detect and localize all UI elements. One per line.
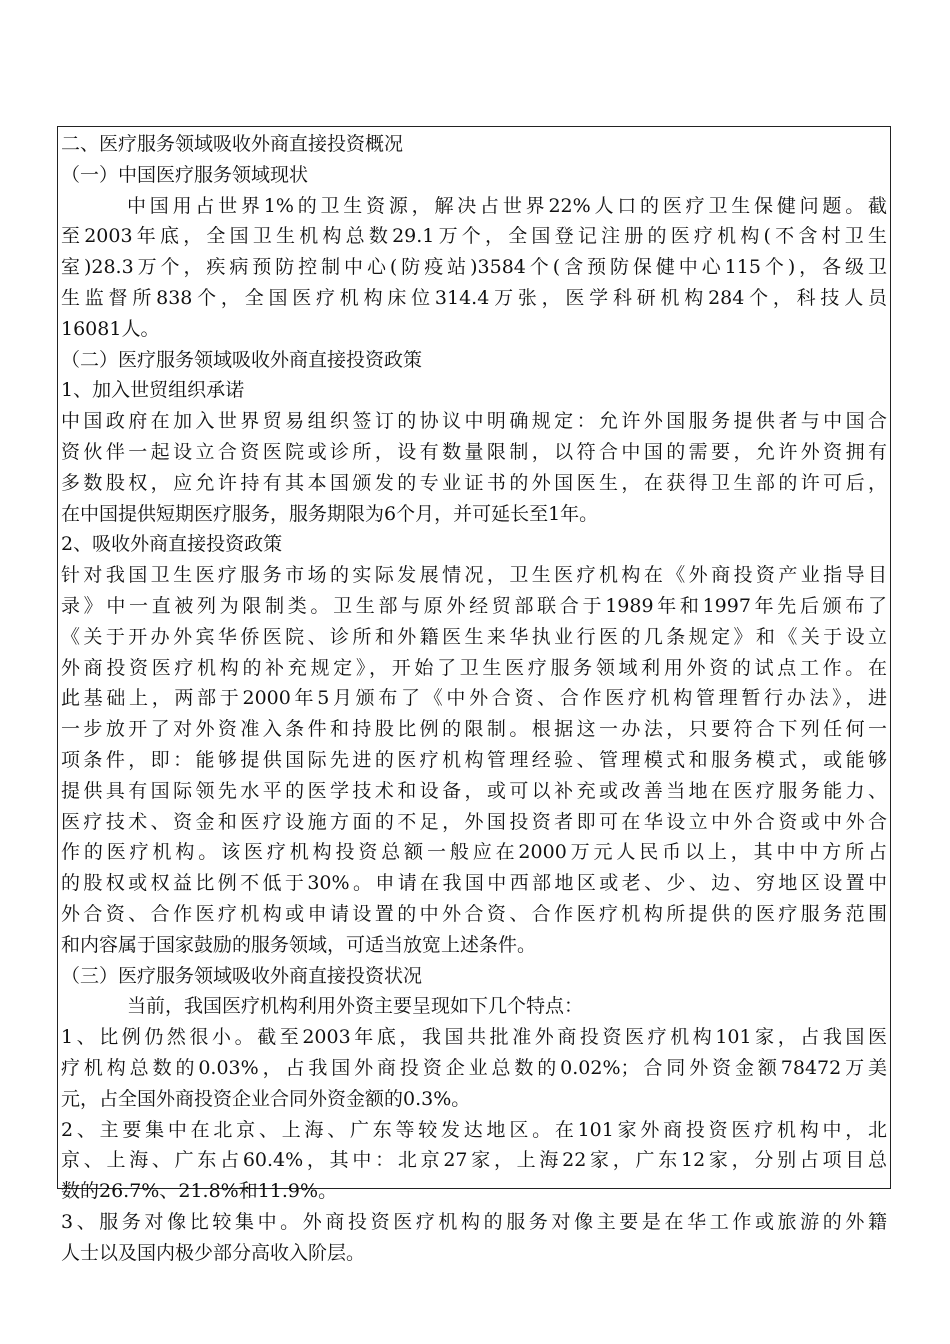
paragraph-line: 中国用占世界1%的卫生资源，解决占世界22%人口的医疗卫生保健问题。截 [127,194,887,217]
paragraph-line: 外合资、合作医疗机构或申请设置的中外合资、合作医疗机构所提供的医疗服务范围 [61,902,887,925]
paragraph-line: 在中国提供短期医疗服务，服务期限为6个月，并可延长至1年。 [61,502,599,525]
paragraph-line: 多数股权，应允许持有其本国颁发的专业证书的外国医生，在获得卫生部的许可后， [61,471,887,494]
paragraph-line: 人士以及国内极少部分高收入阶层。 [61,1241,366,1264]
paragraph-line: 2、主要集中在北京、上海、广东等较发达地区。在101家外商投资医疗机构中，北 [61,1118,887,1141]
subsection-heading: （二）医疗服务领域吸收外商直接投资政策 [61,348,423,371]
paragraph-line: 室)28.3万个，疾病预防控制中心(防疫站)3584个(含预防保健中心115个)，各级卫 [61,256,887,279]
paragraph-line: 的股权或权益比例不低于30%。申请在我国中西部地区或老、少、边、穷地区设置中 [61,872,887,895]
paragraph-line: 3、服务对像比较集中。外商投资医疗机构的服务对像主要是在华工作或旅游的外籍 [61,1210,887,1233]
paragraph-line: 至2003年底，全国卫生机构总数29.1万个，全国登记注册的医疗机构(不含村卫生 [61,225,887,248]
paragraph-line: 生监督所838个，全国医疗机构床位314.4万张，医学科研机构284个，科技人员 [61,286,887,309]
paragraph-line: 外商投资医疗机构的补充规定》，开始了卫生医疗服务领域利用外资的试点工作。在 [61,656,887,679]
paragraph-line: 16081人。 [61,317,160,340]
paragraph-line: 作的医疗机构。该医疗机构投资总额一般应在2000万元人民币以上，其中中方所占 [61,841,887,864]
item-heading: 1、加入世贸组织承诺 [61,379,245,402]
paragraph-line: 一步放开了对外资准入条件和持股比例的限制。根据这一办法，只要符合下列任何一 [61,718,887,741]
paragraph-line: 数的26.7%、21.8%和11.9%。 [61,1180,338,1203]
paragraph-line: 1、比例仍然很小。截至2003年底，我国共批准外商投资医疗机构101家，占我国医 [61,1026,887,1049]
paragraph-line: 《关于开办外宾华侨医院、诊所和外籍医生来华执业行医的几条规定》和《关于设立 [61,625,887,648]
paragraph-line: 医疗技术、资金和医疗设施方面的不足，外国投资者即可在华设立中外合资或中外合 [61,810,887,833]
paragraph-line: 提供具有国际领先水平的医学技术和设备，或可以补充或改善当地在医疗服务能力、 [61,779,887,802]
paragraph-line: 和内容属于国家鼓励的服务领域，可适当放宽上述条件。 [61,933,537,956]
paragraph-line: 项条件，即：能够提供国际先进的医疗机构管理经验、管理模式和服务模式，或能够 [61,748,887,771]
paragraph-line: 当前，我国医疗机构利用外资主要呈现如下几个特点： [127,995,584,1018]
paragraph-line: 疗机构总数的0.03%，占我国外商投资企业总数的0.02%；合同外资金额78472万美 [61,1056,887,1079]
paragraph-line: 针对我国卫生医疗服务市场的实际发展情况，卫生医疗机构在《外商投资产业指导目 [61,564,887,587]
paragraph-line: 此基础上，两部于2000年5月颁布了《中外合资、合作医疗机构管理暂行办法》，进 [61,687,887,710]
document-frame [57,126,891,1264]
paragraph-line: 京、上海、广东占60.4%，其中：北京27家，上海22家，广东12家，分别占项目总 [61,1149,887,1172]
subsection-heading: （三）医疗服务领域吸收外商直接投资状况 [61,964,423,987]
paragraph-line: 中国政府在加入世界贸易组织签订的协议中明确规定：允许外国服务提供者与中国合 [61,410,887,433]
paragraph-line: 资伙伴一起设立合资医院或诊所，设有数量限制，以符合中国的需要，允许外资拥有 [61,440,887,463]
paragraph-line: 录》中一直被列为限制类。卫生部与原外经贸部联合于1989年和1997年先后颁布了 [61,594,887,617]
item-heading: 2、吸收外商直接投资政策 [61,533,283,556]
paragraph-line: 元，占全国外商投资企业合同外资金额的0.3%。 [61,1087,471,1110]
section-heading: 二、医疗服务领域吸收外商直接投资概况 [61,133,404,155]
subsection-heading: （一）中国医疗服务领域现状 [61,163,309,186]
